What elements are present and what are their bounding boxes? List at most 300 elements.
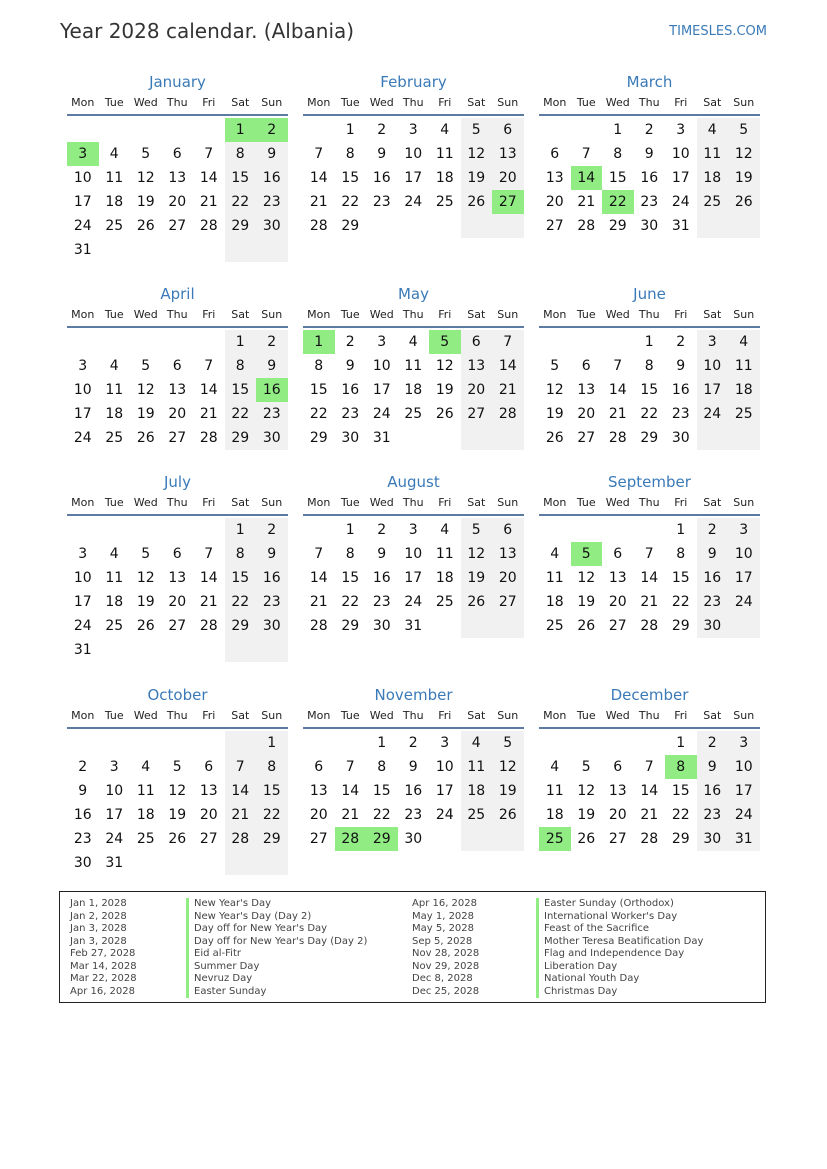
weekday-label: Wed — [133, 709, 158, 722]
day-cell: 19 — [577, 594, 596, 610]
day-cell: 10 — [73, 570, 92, 586]
weekday-label: Sat — [703, 496, 722, 509]
day-cell: 13 — [492, 142, 524, 166]
day-cell: 6 — [461, 330, 493, 354]
day-cell: 24 — [671, 194, 690, 210]
empty-cell — [99, 731, 131, 755]
day-cell: 28 — [199, 430, 218, 446]
day-cell: 7 — [204, 146, 214, 162]
empty-cell — [162, 238, 194, 262]
weekday-header — [67, 304, 288, 326]
day-cell: 14 — [492, 354, 524, 378]
empty-cell — [461, 214, 493, 238]
day-cell: 23 — [256, 190, 288, 214]
day-cell: 2 — [408, 735, 418, 751]
holiday-date: Feb 27, 2028 — [70, 948, 136, 959]
day-cell: 19 — [461, 166, 493, 190]
empty-cell — [492, 426, 524, 450]
weekday-label: Sun — [261, 709, 283, 722]
day-grid — [303, 731, 524, 851]
day-cell: 24 — [73, 430, 92, 446]
day-cell: 6 — [314, 759, 324, 775]
empty-cell — [398, 426, 430, 450]
day-cell: 10 — [435, 759, 454, 775]
day-cell: 1 — [225, 518, 257, 542]
day-cell: 5 — [492, 731, 524, 755]
day-cell: 17 — [73, 594, 92, 610]
empty-cell — [130, 731, 162, 755]
day-cell: 15 — [309, 382, 328, 398]
day-cell: 2 — [377, 522, 387, 538]
day-cell: 21 — [309, 594, 328, 610]
weekday-label: Sat — [703, 308, 722, 321]
day-cell: 12 — [136, 382, 155, 398]
empty-cell — [303, 518, 335, 542]
day-cell: 12 — [461, 542, 493, 566]
site-link[interactable]: TIMESLES.COM — [669, 24, 767, 39]
day-cell: 24 — [105, 831, 124, 847]
weekday-header — [539, 705, 760, 727]
empty-cell — [571, 731, 603, 755]
day-grid — [67, 731, 288, 875]
empty-cell — [429, 214, 461, 238]
day-cell: 26 — [577, 618, 596, 634]
day-cell: 16 — [73, 807, 92, 823]
weekday-label: Thu — [638, 308, 660, 321]
empty-cell — [162, 731, 194, 755]
day-cell: 17 — [105, 807, 124, 823]
day-cell: 14 — [571, 166, 603, 190]
day-cell: 23 — [256, 590, 288, 614]
weekday-header — [539, 492, 760, 514]
empty-cell — [492, 827, 524, 851]
weekday-label: Fri — [202, 308, 216, 321]
empty-cell — [225, 731, 257, 755]
empty-cell — [602, 330, 634, 354]
empty-cell — [429, 827, 461, 851]
day-cell: 4 — [109, 146, 119, 162]
weekday-label: Mon — [71, 709, 95, 722]
day-cell: 29 — [341, 618, 360, 634]
weekday-label: Fri — [438, 308, 452, 321]
day-cell: 15 — [256, 779, 288, 803]
day-cell: 14 — [309, 170, 328, 186]
day-cell: 28 — [309, 218, 328, 234]
day-cell: 18 — [435, 570, 454, 586]
day-cell: 5 — [141, 146, 151, 162]
day-cell: 29 — [225, 214, 257, 238]
weekday-header — [67, 705, 288, 727]
day-cell: 16 — [341, 382, 360, 398]
day-cell: 21 — [225, 803, 257, 827]
month-march — [539, 72, 760, 284]
weekday-label: Tue — [104, 308, 124, 321]
month-divider — [539, 727, 760, 729]
weekday-label: Tue — [576, 709, 596, 722]
day-cell: 15 — [671, 783, 690, 799]
day-cell: 2 — [256, 330, 288, 354]
day-cell: 23 — [697, 590, 729, 614]
empty-cell — [256, 851, 288, 875]
day-cell: 7 — [644, 546, 654, 562]
day-cell: 12 — [136, 570, 155, 586]
day-cell: 14 — [199, 570, 218, 586]
day-cell: 11 — [697, 142, 729, 166]
weekday-label: Sat — [231, 709, 250, 722]
day-cell: 5 — [141, 358, 151, 374]
weekday-label: Fri — [438, 96, 452, 109]
day-cell: 1 — [225, 118, 257, 142]
empty-cell — [193, 238, 225, 262]
day-cell: 2 — [256, 118, 288, 142]
day-cell: 12 — [136, 170, 155, 186]
empty-cell — [335, 731, 367, 755]
day-cell: 3 — [377, 334, 387, 350]
day-cell: 11 — [136, 783, 155, 799]
holiday-names-col-2 — [536, 898, 703, 998]
empty-cell — [728, 214, 760, 238]
day-cell: 24 — [728, 803, 760, 827]
day-cell: 11 — [435, 146, 454, 162]
day-cell: 15 — [341, 570, 360, 586]
month-title: July — [164, 473, 191, 491]
empty-cell — [728, 426, 760, 450]
weekday-label: Thu — [638, 496, 660, 509]
day-cell: 6 — [550, 146, 560, 162]
day-cell: 31 — [105, 855, 124, 871]
day-cell: 13 — [199, 783, 218, 799]
day-cell: 4 — [141, 759, 151, 775]
weekday-label: Sat — [467, 308, 486, 321]
month-divider — [303, 326, 524, 328]
day-cell: 23 — [341, 406, 360, 422]
day-cell: 25 — [435, 594, 454, 610]
empty-cell — [193, 638, 225, 662]
day-cell: 29 — [225, 614, 257, 638]
day-cell: 28 — [492, 402, 524, 426]
month-august — [303, 472, 524, 685]
day-cell: 14 — [640, 783, 659, 799]
day-cell: 22 — [602, 190, 634, 214]
day-cell: 21 — [341, 807, 360, 823]
day-cell: 22 — [671, 807, 690, 823]
day-cell: 9 — [697, 542, 729, 566]
weekday-label: Sat — [703, 709, 722, 722]
empty-cell — [492, 614, 524, 638]
day-cell: 15 — [671, 570, 690, 586]
day-cell: 25 — [105, 618, 124, 634]
day-cell: 10 — [697, 354, 729, 378]
day-cell: 10 — [404, 146, 423, 162]
weekday-header — [303, 304, 524, 326]
weekday-label: Fri — [202, 96, 216, 109]
day-cell: 27 — [492, 190, 524, 214]
day-cell: 22 — [256, 803, 288, 827]
weekday-label: Sun — [733, 496, 755, 509]
day-cell: 9 — [676, 358, 686, 374]
day-cell: 15 — [225, 566, 257, 590]
day-cell: 4 — [550, 546, 560, 562]
month-june — [539, 284, 760, 472]
day-cell: 19 — [461, 566, 493, 590]
page-title: Year 2028 calendar. (Albania) — [60, 19, 355, 43]
weekday-label: Fri — [674, 96, 688, 109]
weekday-label: Mon — [543, 308, 567, 321]
weekday-label: Sat — [467, 496, 486, 509]
day-cell: 2 — [697, 731, 729, 755]
day-cell: 13 — [577, 382, 596, 398]
day-cell: 4 — [440, 522, 450, 538]
weekday-label: Mon — [71, 96, 95, 109]
empty-cell — [303, 118, 335, 142]
month-title: June — [633, 285, 666, 303]
day-cell: 16 — [697, 566, 729, 590]
weekday-label: Sun — [497, 709, 519, 722]
day-cell: 7 — [345, 759, 355, 775]
holiday-name: Feast of the Sacrifice — [536, 923, 703, 936]
day-cell: 12 — [577, 570, 596, 586]
day-cell: 27 — [199, 831, 218, 847]
empty-cell — [162, 118, 194, 142]
day-cell: 14 — [608, 382, 627, 398]
day-cell: 23 — [73, 831, 92, 847]
day-cell: 9 — [256, 142, 288, 166]
weekday-header — [67, 92, 288, 114]
day-cell: 31 — [404, 618, 423, 634]
day-cell: 20 — [168, 406, 187, 422]
holiday-date: Jan 2, 2028 — [70, 910, 127, 922]
day-cell: 19 — [136, 594, 155, 610]
day-cell: 6 — [492, 518, 524, 542]
weekday-label: Wed — [605, 308, 630, 321]
day-cell: 4 — [728, 330, 760, 354]
empty-cell — [99, 518, 131, 542]
weekday-header — [303, 92, 524, 114]
day-cell: 13 — [545, 170, 564, 186]
day-cell: 26 — [461, 190, 493, 214]
day-cell: 14 — [199, 170, 218, 186]
day-cell: 7 — [204, 546, 214, 562]
day-cell: 29 — [309, 430, 328, 446]
day-cell: 24 — [435, 807, 454, 823]
day-cell: 24 — [73, 218, 92, 234]
empty-cell — [539, 518, 571, 542]
day-cell: 3 — [697, 330, 729, 354]
day-cell: 28 — [608, 430, 627, 446]
day-cell: 19 — [435, 382, 454, 398]
weekday-label: Thu — [166, 96, 188, 109]
weekday-label: Tue — [104, 709, 124, 722]
weekday-label: Mon — [71, 308, 95, 321]
day-cell: 24 — [372, 406, 391, 422]
weekday-header — [539, 92, 760, 114]
day-cell: 22 — [225, 190, 257, 214]
day-cell: 8 — [314, 358, 324, 374]
day-cell: 23 — [404, 807, 423, 823]
day-cell: 22 — [225, 402, 257, 426]
day-cell: 20 — [168, 594, 187, 610]
day-cell: 26 — [168, 831, 187, 847]
day-cell: 15 — [640, 382, 659, 398]
day-cell: 30 — [671, 430, 690, 446]
day-cell: 4 — [109, 358, 119, 374]
day-cell: 24 — [728, 590, 760, 614]
day-cell: 26 — [435, 406, 454, 422]
day-cell: 25 — [136, 831, 155, 847]
day-cell: 10 — [73, 382, 92, 398]
weekday-label: Wed — [133, 96, 158, 109]
weekday-label: Sun — [261, 308, 283, 321]
day-cell: 13 — [608, 783, 627, 799]
day-cell: 11 — [105, 570, 124, 586]
holiday-name: National Youth Day — [536, 973, 703, 986]
day-cell: 13 — [608, 570, 627, 586]
day-cell: 3 — [78, 546, 88, 562]
day-cell: 7 — [314, 146, 324, 162]
day-cell: 25 — [404, 406, 423, 422]
day-cell: 1 — [303, 330, 335, 354]
weekday-label: Sun — [733, 709, 755, 722]
day-cell: 22 — [671, 594, 690, 610]
holiday-name: International Worker's Day — [536, 911, 703, 924]
weekday-label: Tue — [340, 496, 360, 509]
holiday-date: Jan 3, 2028 — [70, 935, 127, 947]
weekday-label: Sun — [261, 96, 283, 109]
month-january — [67, 72, 288, 284]
day-cell: 16 — [404, 783, 423, 799]
day-cell: 19 — [545, 406, 564, 422]
day-cell: 3 — [676, 122, 686, 138]
weekday-label: Tue — [576, 96, 596, 109]
day-cell: 3 — [67, 142, 99, 166]
month-divider — [539, 326, 760, 328]
weekday-label: Mon — [71, 496, 95, 509]
day-cell: 18 — [545, 807, 564, 823]
day-cell: 11 — [545, 570, 564, 586]
day-cell: 20 — [545, 194, 564, 210]
day-cell: 13 — [168, 382, 187, 398]
empty-cell — [130, 518, 162, 542]
day-grid — [303, 330, 524, 450]
day-cell: 20 — [168, 194, 187, 210]
month-november — [303, 685, 524, 885]
day-cell: 11 — [105, 382, 124, 398]
weekday-label: Fri — [438, 496, 452, 509]
day-cell: 3 — [408, 522, 418, 538]
day-cell: 25 — [435, 194, 454, 210]
weekday-label: Mon — [307, 96, 331, 109]
holiday-name: Eid al-Fitr — [186, 948, 367, 961]
weekday-label: Sun — [733, 308, 755, 321]
weekday-label: Thu — [402, 308, 424, 321]
day-cell: 15 — [372, 783, 391, 799]
empty-cell — [602, 518, 634, 542]
day-cell: 22 — [341, 594, 360, 610]
day-cell: 1 — [256, 731, 288, 755]
weekday-label: Tue — [340, 709, 360, 722]
empty-cell — [225, 851, 257, 875]
day-cell: 21 — [577, 194, 596, 210]
day-cell: 30 — [404, 831, 423, 847]
day-cell: 5 — [581, 759, 591, 775]
day-cell: 22 — [372, 807, 391, 823]
day-cell: 31 — [728, 827, 760, 851]
day-cell: 22 — [309, 406, 328, 422]
holiday-date: Mar 22, 2028 — [70, 973, 137, 984]
day-grid — [67, 330, 288, 450]
day-cell: 6 — [613, 759, 623, 775]
day-cell: 29 — [608, 218, 627, 234]
day-cell: 23 — [640, 194, 659, 210]
day-cell: 25 — [728, 402, 760, 426]
day-cell: 26 — [136, 218, 155, 234]
empty-cell — [225, 238, 257, 262]
day-cell: 16 — [671, 382, 690, 398]
day-grid — [539, 731, 760, 851]
day-cell: 2 — [676, 334, 686, 350]
day-cell: 21 — [199, 194, 218, 210]
day-cell: 22 — [225, 590, 257, 614]
day-cell: 17 — [728, 566, 760, 590]
empty-cell — [193, 731, 225, 755]
day-cell: 5 — [571, 542, 603, 566]
day-cell: 26 — [136, 618, 155, 634]
empty-cell — [162, 518, 194, 542]
day-cell: 29 — [341, 218, 360, 234]
day-cell: 30 — [256, 426, 288, 450]
day-cell: 17 — [372, 382, 391, 398]
holiday-date: Jan 3, 2028 — [70, 923, 127, 934]
day-cell: 9 — [697, 755, 729, 779]
empty-cell — [429, 426, 461, 450]
day-cell: 16 — [372, 170, 391, 186]
weekday-label: Thu — [638, 709, 660, 722]
weekday-label: Sun — [733, 96, 755, 109]
day-cell: 9 — [377, 146, 387, 162]
day-cell: 10 — [372, 358, 391, 374]
day-cell: 31 — [372, 430, 391, 446]
day-cell: 21 — [492, 378, 524, 402]
day-cell: 8 — [644, 358, 654, 374]
day-cell: 23 — [671, 406, 690, 422]
day-grid — [67, 118, 288, 262]
day-cell: 13 — [309, 783, 328, 799]
empty-cell — [130, 118, 162, 142]
day-cell: 1 — [345, 122, 355, 138]
day-cell: 28 — [577, 218, 596, 234]
weekday-label: Fri — [202, 496, 216, 509]
day-cell: 20 — [608, 594, 627, 610]
weekday-label: Mon — [543, 96, 567, 109]
day-cell: 28 — [225, 827, 257, 851]
day-cell: 16 — [256, 166, 288, 190]
weekday-label: Fri — [674, 496, 688, 509]
day-cell: 25 — [539, 827, 571, 851]
month-september — [539, 472, 760, 685]
day-cell: 11 — [461, 755, 493, 779]
day-cell: 11 — [404, 358, 423, 374]
day-cell: 2 — [345, 334, 355, 350]
empty-cell — [728, 614, 760, 638]
holiday-name: Day off for New Year's Day (Day 2) — [186, 936, 367, 949]
day-grid — [303, 518, 524, 638]
day-cell: 2 — [78, 759, 88, 775]
day-cell: 4 — [550, 759, 560, 775]
weekday-label: Mon — [307, 709, 331, 722]
empty-cell — [461, 614, 493, 638]
day-grid — [539, 518, 760, 638]
day-cell: 14 — [341, 783, 360, 799]
